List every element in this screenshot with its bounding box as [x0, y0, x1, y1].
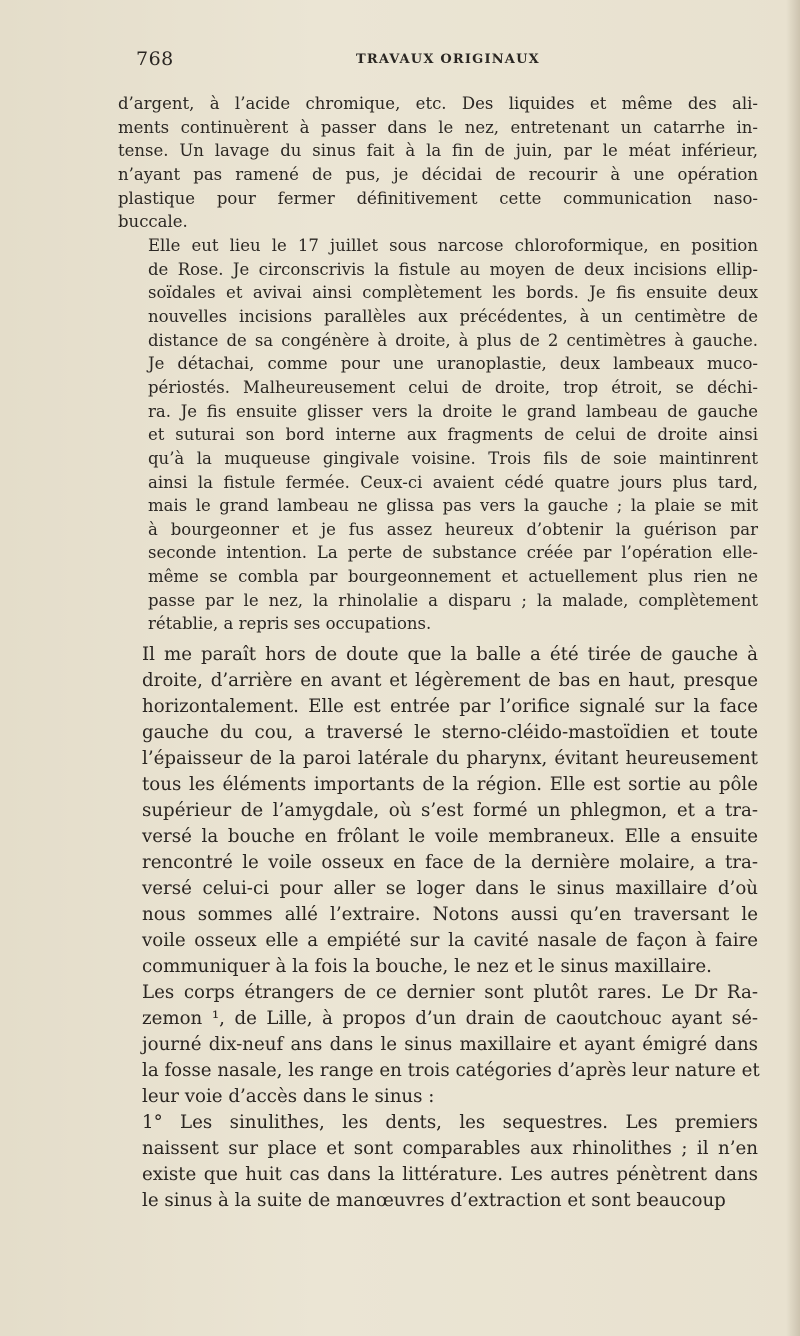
- text-line: rétablie, a repris ses occupations.: [148, 614, 432, 634]
- paragraph-3: [118, 642, 758, 980]
- text-line: seconde intention. La perte de substance créée par l’opération elle-: [148, 543, 758, 563]
- text-line: buccale.: [118, 212, 188, 232]
- paragraph-5: [118, 1110, 758, 1214]
- text-line: tous les éléments importants de la région. Elle est sortie au pôle: [142, 774, 758, 796]
- text-line: à bourgeonner et je fus assez heureux d’obtenir la guérison par: [148, 519, 758, 539]
- text-line: la fosse nasale, les range en trois catégories d’après leur nature et: [142, 1060, 760, 1082]
- text-line: 1° Les sinulithes, les dents, les sequestres. Les premiers: [142, 1112, 758, 1134]
- text-line: ra. Je fis ensuite glisser vers la droite le grand lambeau de gauche: [148, 401, 758, 421]
- text-line: plastique pour fermer définitivement cette communication naso-: [118, 188, 758, 208]
- text-line: ainsi la fistule fermée. Ceux-ci avaient cédé quatre jours plus tard,: [148, 472, 758, 492]
- page-edge-shadow: [786, 0, 800, 1336]
- text-line: mais le grand lambeau ne glissa pas vers la gauche ; la plaie se mit: [148, 496, 758, 516]
- text-line: Les corps étrangers de ce dernier sont plutôt rares. Le Dr Ra-: [142, 982, 758, 1004]
- text-line: nouvelles incisions parallèles aux précédentes, à un centimètre de: [148, 306, 758, 326]
- commentary-large-type: [118, 642, 758, 1214]
- text-line: d’argent, à l’acide chromique, etc. Des liquides et même des ali-: [118, 94, 758, 113]
- paragraph-2: [118, 234, 758, 636]
- text-line: journé dix-neuf ans dans le sinus maxillaire et ayant émigré dans: [142, 1034, 758, 1056]
- paragraph-4: [118, 980, 758, 1110]
- text-line: passe par le nez, la rhinolalie a disparu ; la malade, complètement: [148, 590, 758, 610]
- text-line: le sinus à la suite de manœuvres d’extraction et sont beaucoup: [142, 1190, 726, 1212]
- text-line: distance de sa congénère à droite, à plus de 2 centimètres à gauche.: [148, 330, 758, 350]
- text-line: qu’à la muqueuse gingivale voisine. Trois fils de soie maintinrent: [148, 448, 758, 468]
- body-text: [118, 92, 758, 1214]
- text-line: Il me paraît hors de doute que la balle a été tirée de gauche à: [142, 644, 758, 666]
- text-line: de Rose. Je circonscrivis la fistule au moyen de deux incisions ellip-: [148, 259, 758, 279]
- text-line: même se combla par bourgeonnement et actuellement plus rien ne: [148, 567, 758, 587]
- text-line: supérieur de l’amygdale, où s’est formé un phlegmon, et a tra-: [142, 800, 758, 822]
- text-line: naissent sur place et sont comparables aux rhinolithes ; il n’en: [142, 1138, 758, 1160]
- text-line: périostés. Malheureusement celui de droite, trop étroit, se déchi-: [148, 377, 758, 397]
- text-line: versé celui-ci pour aller se loger dans le sinus maxillaire d’où: [142, 878, 758, 900]
- text-line: l’épaisseur de la paroi latérale du pharynx, évitant heureusement: [142, 748, 758, 770]
- text-line: ments continuèrent à passer dans le nez, entretenant un catarrhe in-: [118, 117, 758, 137]
- text-line: rencontré le voile osseux en face de la dernière molaire, a tra-: [142, 852, 758, 874]
- paragraph-1: [118, 92, 758, 234]
- text-line: Je détachai, comme pour une uranoplastie, deux lambeaux muco-: [148, 354, 758, 374]
- text-line: existe que huit cas dans la littérature. Les autres pénètrent dans: [142, 1164, 758, 1186]
- text-line: tense. Un lavage du sinus fait à la fin de juin, par le méat inférieur,: [118, 141, 758, 161]
- text-line: horizontalement. Elle est entrée par l’orifice signalé sur la face: [142, 696, 758, 718]
- text-line: Elle eut lieu le 17 juillet sous narcose chloroformique, en position: [148, 235, 758, 255]
- page-number: 768: [136, 48, 174, 70]
- text-line: leur voie d’accès dans le sinus :: [142, 1086, 435, 1108]
- page-header: [136, 48, 756, 74]
- case-report-small-type: [118, 92, 758, 636]
- text-line: nous sommes allé l’extraire. Notons aussi qu’en traversant le: [142, 904, 758, 926]
- text-line: n’ayant pas ramené de pus, je décidai de recourir à une opération: [118, 164, 758, 184]
- text-line: communiquer à la fois la bouche, le nez et le sinus maxillaire.: [142, 956, 712, 978]
- text-line: zemon ¹, de Lille, à propos d’un drain de caoutchouc ayant sé-: [142, 1008, 758, 1030]
- text-line: versé la bouche en frôlant le voile membraneux. Elle a ensuite: [142, 826, 758, 848]
- running-head: TRAVAUX ORIGINAUX: [356, 52, 540, 67]
- text-line: et suturai son bord interne aux fragments de celui de droite ainsi: [148, 425, 758, 445]
- text-line: gauche du cou, a traversé le sterno-cléido-mastoïdien et toute: [142, 722, 758, 744]
- text-line: droite, d’arrière en avant et légèrement de bas en haut, presque: [142, 670, 758, 692]
- text-line: soïdales et avivai ainsi complètement les bords. Je fis ensuite deux: [148, 283, 758, 303]
- text-line: voile osseux elle a empiété sur la cavité nasale de façon à faire: [142, 930, 758, 952]
